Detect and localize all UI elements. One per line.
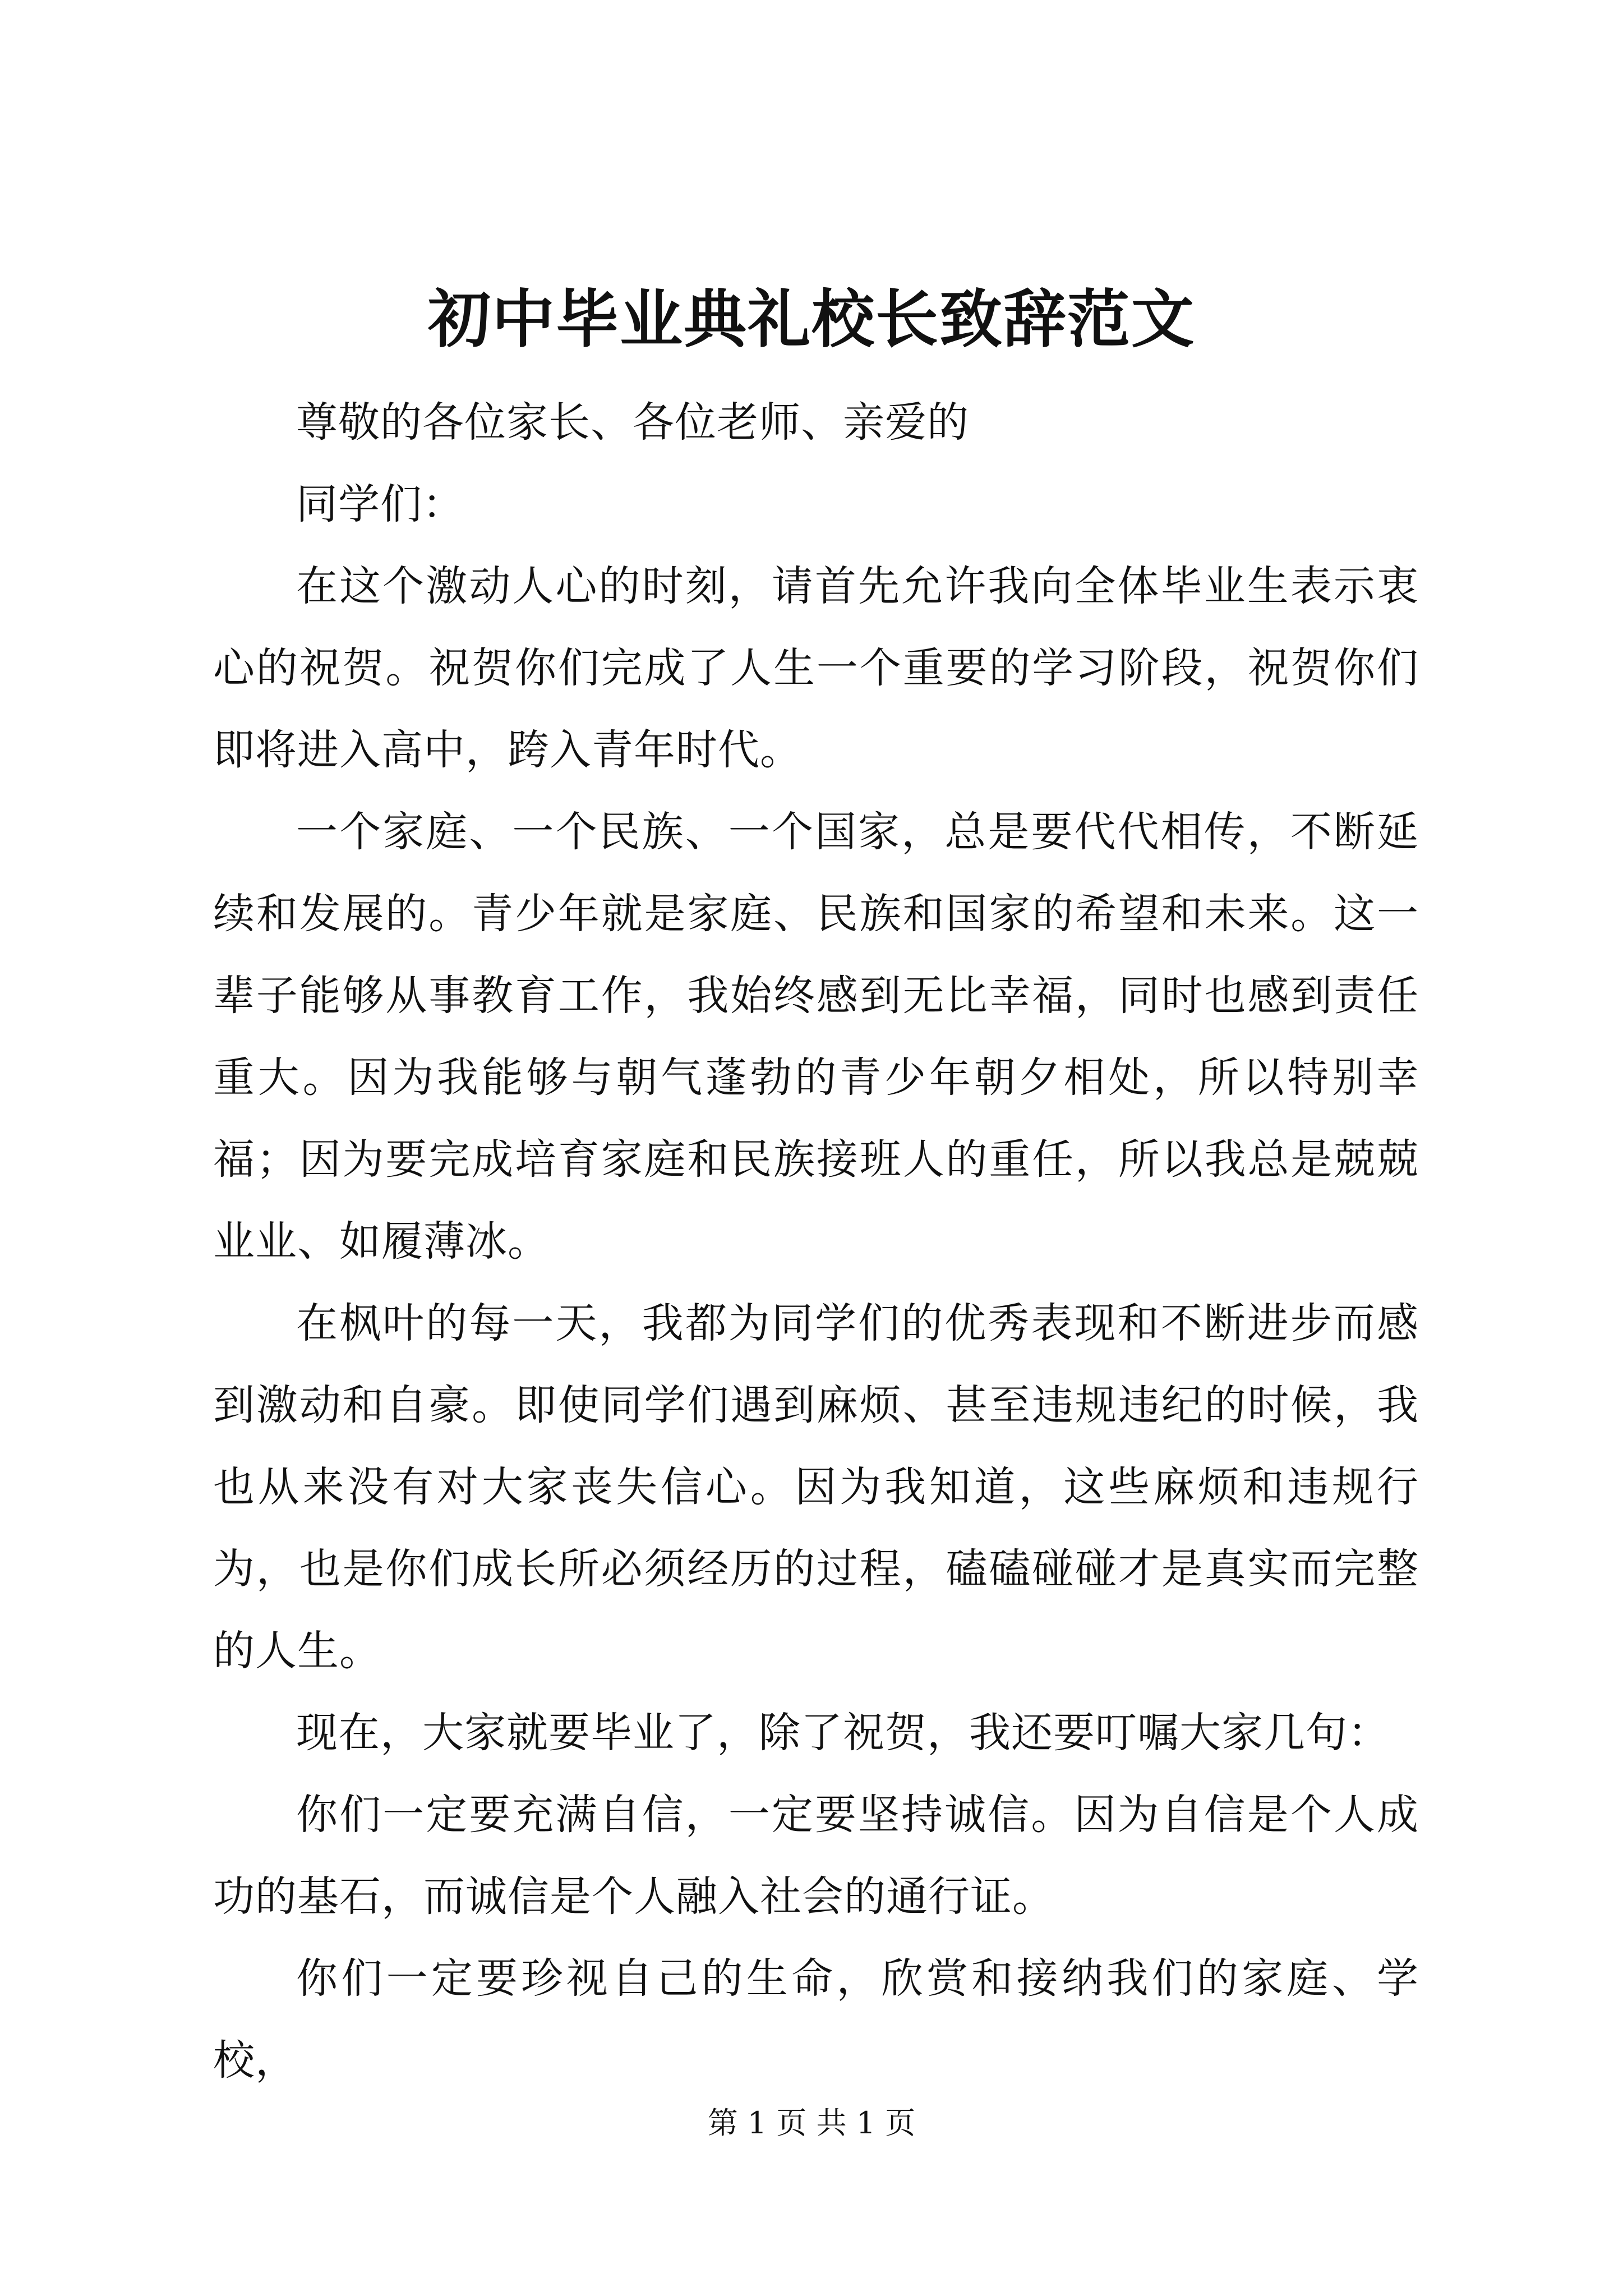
paragraph-life: 你们一定要珍视自己的生命，欣赏和接纳我们的家庭、学校， [213,1954,1419,2085]
paragraph-advice-intro: 现在，大家就要毕业了，除了祝贺，我还要叮嘱大家几句： [296,1709,1390,1757]
paragraph-education: 一个家庭、一个民族、一个国家，总是要代代相传，不断延续和发展的。青少年就是家庭、民族和国家的希望和未来。这一辈子能够从事教育工作，我始终感到无比幸福，同时也感到责任重大。因为我能够与朝气蓬勃的青少年朝夕相处，所以特别幸福；因为要完成培育家庭和民族接班人的重任，所以我总是兢兢业业、如履薄冰。 [213,808,1419,1266]
paragraph-salutation-1: 尊敬的各位家长、各位老师、亲爱的 [296,398,969,447]
document-body [213,381,1419,2101]
page-footer: 第 1 页 共 1 页 [707,2105,916,2141]
paragraph-maple-school: 在枫叶的每一天，我都为同学们的优秀表现和不断进步而感到激动和自豪。即使同学们遇到麻烦、甚至违规违纪的时候，我也从来没有对大家丧失信心。因为我知道，这些麻烦和违规行为，也是你们成长所必须经历的过程，磕磕碰碰才是真实而完整的人生。 [213,1299,1419,1675]
document-title: 初中毕业典礼校长致辞范文 [428,283,1195,356]
paragraph-congratulation: 在这个激动人心的时刻，请首先允许我向全体毕业生表示衷心的祝贺。祝贺你们完成了人生一个重要的学习阶段，祝贺你们即将进入高中，跨入青年时代。 [213,562,1419,774]
paragraph-salutation-2: 同学们： [296,480,464,528]
paragraph-confidence: 你们一定要充满自信，一定要坚持诚信。因为自信是个人成功的基石，而诚信是个人融入社会的通行证。 [213,1791,1419,1921]
